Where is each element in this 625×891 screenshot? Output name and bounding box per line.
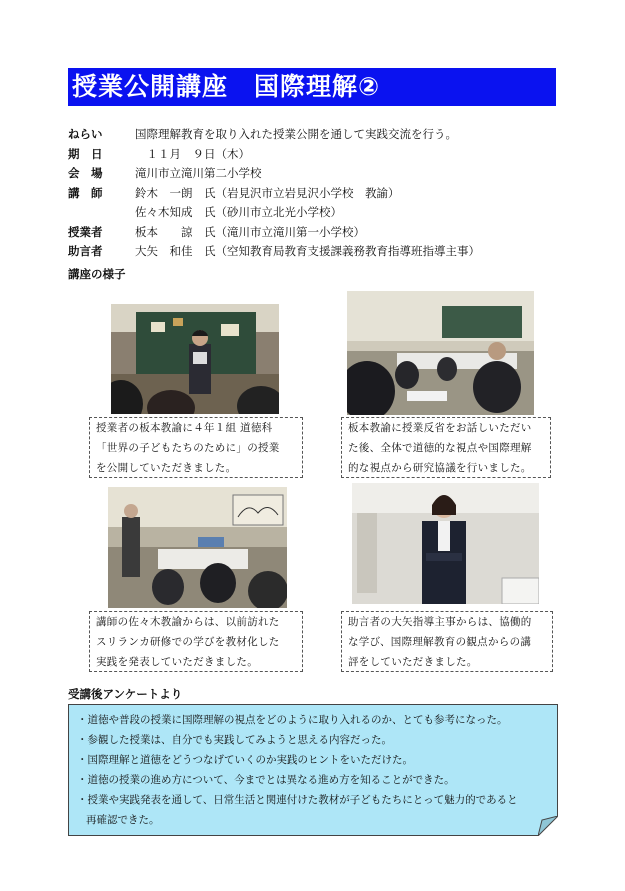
info-value: 佐々木知成 氏（砂川市立北光小学校） xyxy=(135,205,342,219)
info-row-venue xyxy=(68,164,568,184)
info-label: ねらい xyxy=(68,127,103,141)
info-row-lecturer-2 xyxy=(68,203,568,223)
survey-item xyxy=(77,790,549,830)
info-value: 鈴木 一朗 氏（岩見沢市立岩見沢小学校 教諭） xyxy=(135,185,400,200)
caption-presentation xyxy=(89,611,303,672)
survey-item: ・国際理解と道徳をどうつなげていくのか実践のヒントをいただけた。 xyxy=(77,754,413,766)
info-row-lecturer xyxy=(68,184,568,204)
info-value: 板本 諒 氏（滝川市立滝川第一小学校） xyxy=(135,224,365,239)
info-row-aim xyxy=(68,125,568,145)
caption-advisor xyxy=(341,611,553,672)
photo-advisor xyxy=(352,483,539,604)
caption-line: 的な視点から研究協議を行いました。 xyxy=(348,462,532,474)
caption-line: 評をしていただきました。 xyxy=(348,656,478,668)
caption-line: 講師の佐々木教諭からは、以前訪れた xyxy=(96,616,280,628)
survey-heading: 受講後アンケートより xyxy=(68,687,183,701)
survey-item: ・参観した授業は、自分でも実践してみようと思える内容だった。 xyxy=(77,734,392,746)
photo-discussion xyxy=(347,291,534,415)
caption-lesson xyxy=(89,417,303,478)
survey-item-line: ・授業や実践発表を通して、日常生活と関連付けた教材が子どもたちにとって魅力的であると xyxy=(77,794,518,806)
caption-line: 板本教諭に授業反省をお話しいただい xyxy=(348,422,532,434)
photo-lesson xyxy=(111,304,279,414)
caption-line: スリランカ研修での学びを教材化した xyxy=(96,636,280,648)
info-label: 会 場 xyxy=(68,166,103,180)
survey-item-continuation: 再確認できた。 xyxy=(86,814,160,826)
info-label: 講 師 xyxy=(68,185,103,200)
info-row-advisor xyxy=(68,242,568,262)
info-value: １１月 ９日（木） xyxy=(135,146,250,161)
caption-line: を公開していただきました。 xyxy=(96,462,237,474)
info-row-date xyxy=(68,145,568,165)
section-heading: 講座の様子 xyxy=(68,267,126,281)
info-label: 助言者 xyxy=(68,244,103,258)
info-row-teacher xyxy=(68,223,568,243)
page-title: 授業公開講座 国際理解② xyxy=(68,68,556,106)
survey-box xyxy=(68,704,558,836)
info-label xyxy=(68,203,135,223)
caption-discussion xyxy=(341,417,551,478)
caption-line: な学び、国際理解教育の観点からの講 xyxy=(348,636,532,648)
survey-item: ・道徳の授業の進め方について、今までとは異なる進め方を知ることができた。 xyxy=(77,774,455,786)
info-value: 大矢 和佳 氏（空知教育局教育支援課義務教育指導班指導主事） xyxy=(135,244,480,258)
caption-line: た後、全体で道徳的な視点や国際理解 xyxy=(348,442,532,454)
caption-line: 助言者の大矢指導主事からは、協働的 xyxy=(348,616,532,628)
caption-line: 「世界の子どもたちのために」の授業 xyxy=(96,442,280,454)
page-fold-icon xyxy=(538,816,558,836)
info-value: 国際理解教育を取り入れた授業公開を通して実践交流を行う。 xyxy=(135,127,457,141)
info-label: 授業者 xyxy=(68,224,103,239)
caption-line: 実践を発表していただきました。 xyxy=(96,656,258,668)
photo-presentation xyxy=(108,487,287,608)
caption-line: 授業者の板本教諭に４年１組 道徳科 xyxy=(96,422,273,434)
survey-item: ・道徳や普段の授業に国際理解の視点をどのように取り入れるのか、とても参考になった。 xyxy=(77,714,508,726)
info-value: 滝川市立滝川第二小学校 xyxy=(135,166,262,180)
info-label: 期 日 xyxy=(68,146,103,161)
event-info xyxy=(68,125,568,262)
